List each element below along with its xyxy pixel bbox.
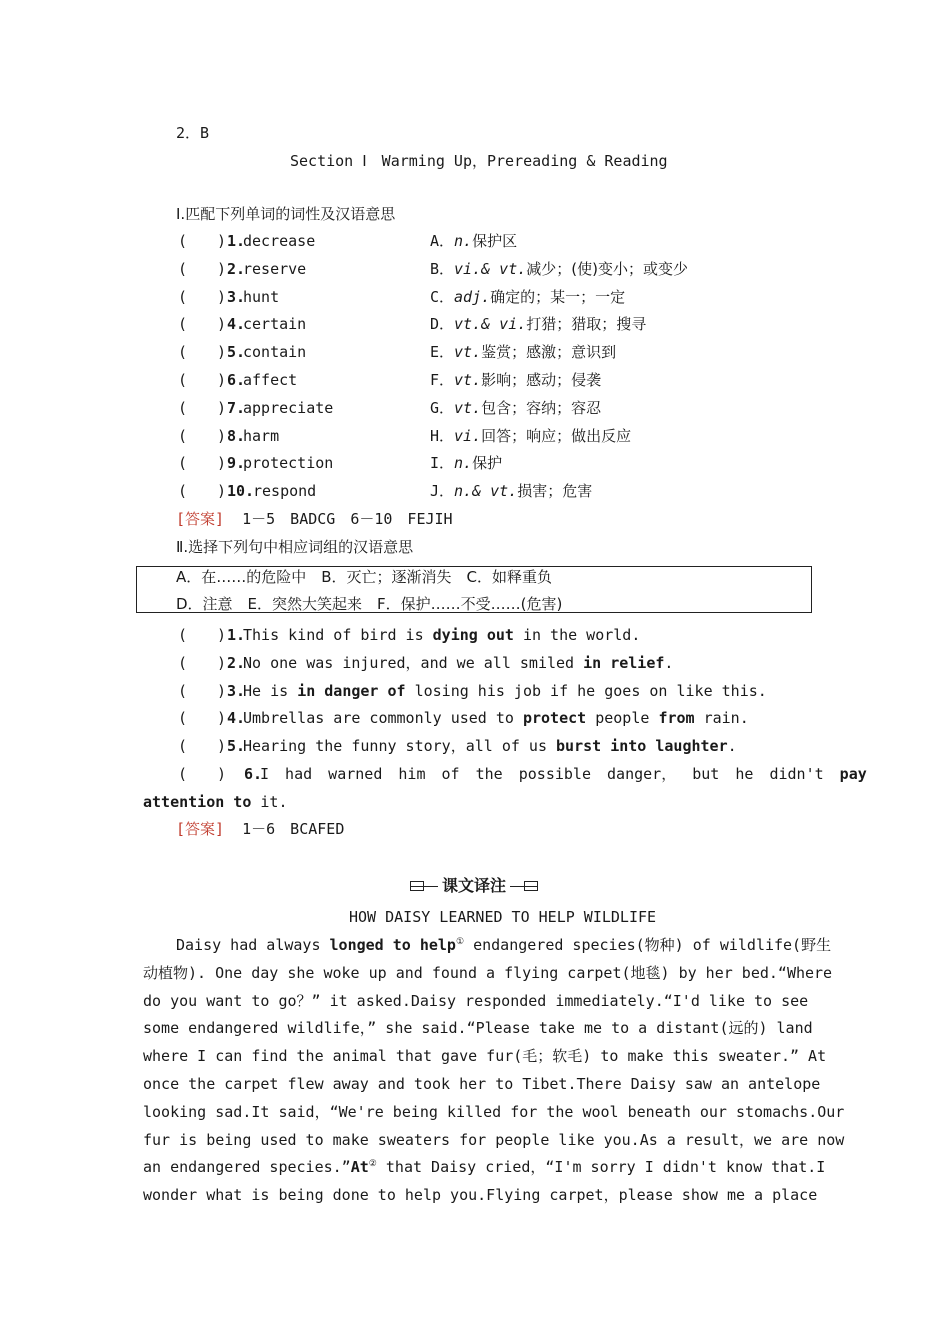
sentence-number: 2. [227, 653, 246, 672]
sentence-6-phrase-cont: attention to [143, 793, 252, 811]
part-of-speech: n.& vt. [454, 482, 518, 501]
article-text: that Daisy cried，“I'm sorry I didn't know that.I [376, 1158, 826, 1177]
item-number: 10. [227, 482, 255, 501]
sentence-6-phrase: pay [839, 765, 867, 783]
meaning-option [430, 259, 688, 279]
part-of-speech: vi. [454, 426, 482, 445]
meaning-text: 保护 [472, 454, 503, 473]
sentence-pre: Hearing the funny story，all of us [243, 737, 557, 756]
article-text: 动植物). One day she woke up and found a flying carpet(地毯) by her bed.“Where [143, 963, 833, 982]
answer-blank: ( ) [178, 287, 227, 306]
article-text: wonder what is being done to help you.Flying carpet，please show me a place [143, 1186, 818, 1205]
part1-answer [176, 509, 453, 529]
vocab-word: reserve [243, 259, 307, 278]
meaning-text: 鉴赏；感激；意识到 [481, 343, 617, 362]
article-line [143, 1043, 827, 1071]
answer-label: [答案] [176, 820, 225, 838]
meaning-text: 包含；容纳；容忍 [481, 398, 602, 417]
section-title: Section Ⅰ Warming Up，Prereading & Reading [290, 152, 668, 170]
sentence-text [243, 653, 673, 673]
sentence-number: 3. [227, 681, 246, 700]
key-phrase: from [658, 709, 695, 728]
article-line [143, 1015, 813, 1043]
vocab-word: harm [243, 426, 280, 445]
answer-text: 1－6 BCAFED [242, 820, 345, 838]
meaning-text: 影响；感动；侵袭 [481, 371, 602, 389]
key-phrase: dying out [432, 626, 514, 644]
answer-blank: ( ) [178, 232, 227, 250]
answer-blank: ( ) [178, 343, 227, 362]
article-text: once the carpet flew away and took her to Tibet.There Daisy saw an antelope [143, 1074, 821, 1093]
sentence-6-line-2 [143, 792, 288, 812]
key-phrase: protect [522, 709, 587, 728]
annotated-phrase: At [350, 1158, 369, 1177]
vocab-word: contain [243, 343, 307, 362]
answer-text: 1－5 BADCG 6－10 FEJIH [242, 510, 453, 528]
key-phrase: burst into laughter [556, 737, 728, 756]
option-letter: E． [430, 343, 455, 362]
article-line [143, 1182, 818, 1210]
option-letter: A． [430, 232, 455, 250]
option-letter: G． [430, 398, 455, 417]
answer-blank: ( ) [178, 626, 227, 644]
part-of-speech: vi.& vt. [454, 259, 527, 278]
item-number: 1. [227, 232, 246, 250]
article-line [143, 988, 807, 1016]
article-line [143, 932, 832, 960]
part2-heading: Ⅱ.选择下列句中相应词组的汉语意思 [176, 538, 414, 556]
option-letter: H． [430, 426, 455, 445]
vocab-word: hunt [243, 287, 280, 306]
article-text: Daisy had always [176, 936, 330, 954]
meaning-option [430, 231, 517, 251]
part2-answer [176, 819, 344, 839]
article-text: endangered species(物种) of wildlife(野生 [464, 936, 832, 954]
answer-blank: ( ) [178, 315, 227, 334]
sentence-6-number: 6. [244, 765, 263, 783]
sentence-post: losing his job if he goes on like this. [405, 681, 767, 700]
article-text: an endangered species.” [143, 1158, 351, 1177]
option-letter: J． [430, 482, 455, 501]
answer-blank: ( ) [178, 259, 227, 278]
article-text: looking sad.It said，“We're being killed for the wool beneath our stomachs.Our [143, 1102, 845, 1121]
sentence-pre: This kind of bird is [243, 626, 433, 644]
meaning-text: 回答；响应；做出反应 [481, 426, 632, 445]
answer-blank: ( ) [178, 737, 227, 756]
sentence-pre: Umbrellas are commonly used to [243, 709, 523, 728]
sentence-post: . [727, 737, 737, 756]
vocab-word: appreciate [243, 398, 334, 417]
part-of-speech: vt.& vi. [454, 315, 527, 334]
article-line [143, 1127, 845, 1155]
part1-heading: Ⅰ.匹配下列单词的词性及汉语意思 [176, 205, 396, 223]
answer-blank: ( ) [178, 426, 227, 445]
item-number: 5. [227, 343, 246, 362]
part-of-speech: adj. [454, 287, 491, 306]
sentence-post: in the world. [513, 626, 641, 644]
item-number: 6. [227, 371, 246, 389]
meaning-option [430, 314, 646, 334]
sentence-6-text-end: it. [251, 793, 288, 811]
answer-blank: ( ) [178, 681, 227, 700]
meaning-option [430, 426, 631, 446]
article-text: do you want to go？” it asked.Daisy responded immediately.“I'd like to see [143, 991, 809, 1010]
footnote-marker: ② [368, 1159, 377, 1170]
sentence-post: rain. [694, 709, 749, 728]
vocab-word: protection [243, 454, 334, 473]
answer-blank: ( ) [178, 454, 227, 473]
answer-blank: ( ) [178, 482, 227, 501]
meaning-text: 打猎；猎取；搜寻 [526, 315, 647, 334]
banner-label: 课文译注 [438, 875, 510, 897]
item-number: 7. [227, 398, 246, 417]
option-letter: C． [430, 287, 455, 306]
section-banner [410, 875, 538, 897]
answer-blank: ( ) [178, 653, 227, 672]
meaning-text: 减少；(使)变小；或变少 [526, 259, 688, 278]
item-number: 8. [227, 426, 246, 445]
vocab-word: certain [243, 315, 307, 334]
answer-label: [答案] [176, 510, 225, 528]
key-phrase: in relief [583, 653, 665, 672]
meaning-text: 损害；危害 [517, 482, 593, 501]
meaning-option [430, 342, 616, 362]
option-letter: F． [430, 371, 455, 389]
sentence-text [243, 736, 737, 756]
sentence-pre: No one was injured，and we all smiled [243, 653, 584, 672]
article-line [143, 1154, 826, 1182]
option-letter: D． [430, 315, 455, 334]
annotated-phrase: longed to help [329, 936, 456, 954]
phrase-options-line-2: D．注意 E．突然大笑起来 F．保护……不受……(危害) [176, 595, 563, 613]
meaning-option [430, 370, 601, 390]
part-of-speech: vt. [454, 343, 482, 362]
sentence-text [243, 708, 749, 728]
item-number: 2. [227, 259, 246, 278]
article-line [143, 1099, 845, 1127]
meaning-option [430, 398, 601, 418]
item-number: 4. [227, 315, 246, 334]
article-title: HOW DAISY LEARNED TO HELP WILDLIFE [349, 908, 657, 926]
answer-blank: ( ) [178, 371, 227, 389]
option-letter: I． [430, 454, 455, 473]
meaning-option [430, 453, 502, 473]
meaning-option [430, 481, 592, 501]
part-of-speech: vt. [454, 371, 482, 389]
sentence-pre: He is [243, 681, 298, 700]
option-letter: B． [430, 259, 455, 278]
article-text: some endangered wildlife，” she said.“Please take me to a distant(远的) land [143, 1019, 813, 1038]
part-of-speech: n. [454, 454, 473, 473]
key-phrase: in danger of [297, 681, 406, 700]
part-of-speech: vt. [454, 398, 482, 417]
item-number: 3. [227, 287, 246, 306]
article-body [143, 932, 845, 1210]
phrase-options-line-1: A．在……的危险中 B．灭亡；逐渐消失 C．如释重负 [176, 568, 553, 586]
sentence-number: 4. [227, 709, 246, 728]
sentence-6-text: I had warned him of the possible danger， but he didn't [260, 765, 840, 783]
sentence-text [243, 625, 640, 645]
sentence-mid: people [586, 709, 659, 728]
sentence-6-blank: ( ) [178, 765, 227, 783]
meaning-text: 保护区 [472, 232, 518, 250]
article-text: fur is being used to make sweaters for people like you.As a result，we are now [143, 1130, 845, 1149]
item-number: 9. [227, 454, 246, 473]
sentence-number: 1. [227, 626, 246, 644]
answer-blank: ( ) [178, 398, 227, 417]
sentence-text [243, 681, 767, 701]
meaning-text: 确定的；某一；一定 [490, 287, 626, 306]
sentence-6-line-1 [260, 764, 867, 784]
article-text: where I can find the animal that gave fur(毛；软毛) to make this sweater.” At [143, 1047, 827, 1066]
part-of-speech: n. [454, 232, 473, 250]
meaning-option [430, 287, 625, 307]
vocab-word: respond [253, 482, 317, 501]
sentence-number: 5. [227, 737, 246, 756]
answer-blank: ( ) [178, 709, 227, 728]
vocab-word: affect [243, 371, 298, 389]
sentence-post: . [664, 653, 674, 672]
previous-answer: 2．B [176, 124, 210, 142]
footnote-marker: ① [455, 937, 465, 947]
article-line [143, 960, 833, 988]
vocab-word: decrease [243, 232, 316, 250]
article-line [143, 1071, 821, 1099]
